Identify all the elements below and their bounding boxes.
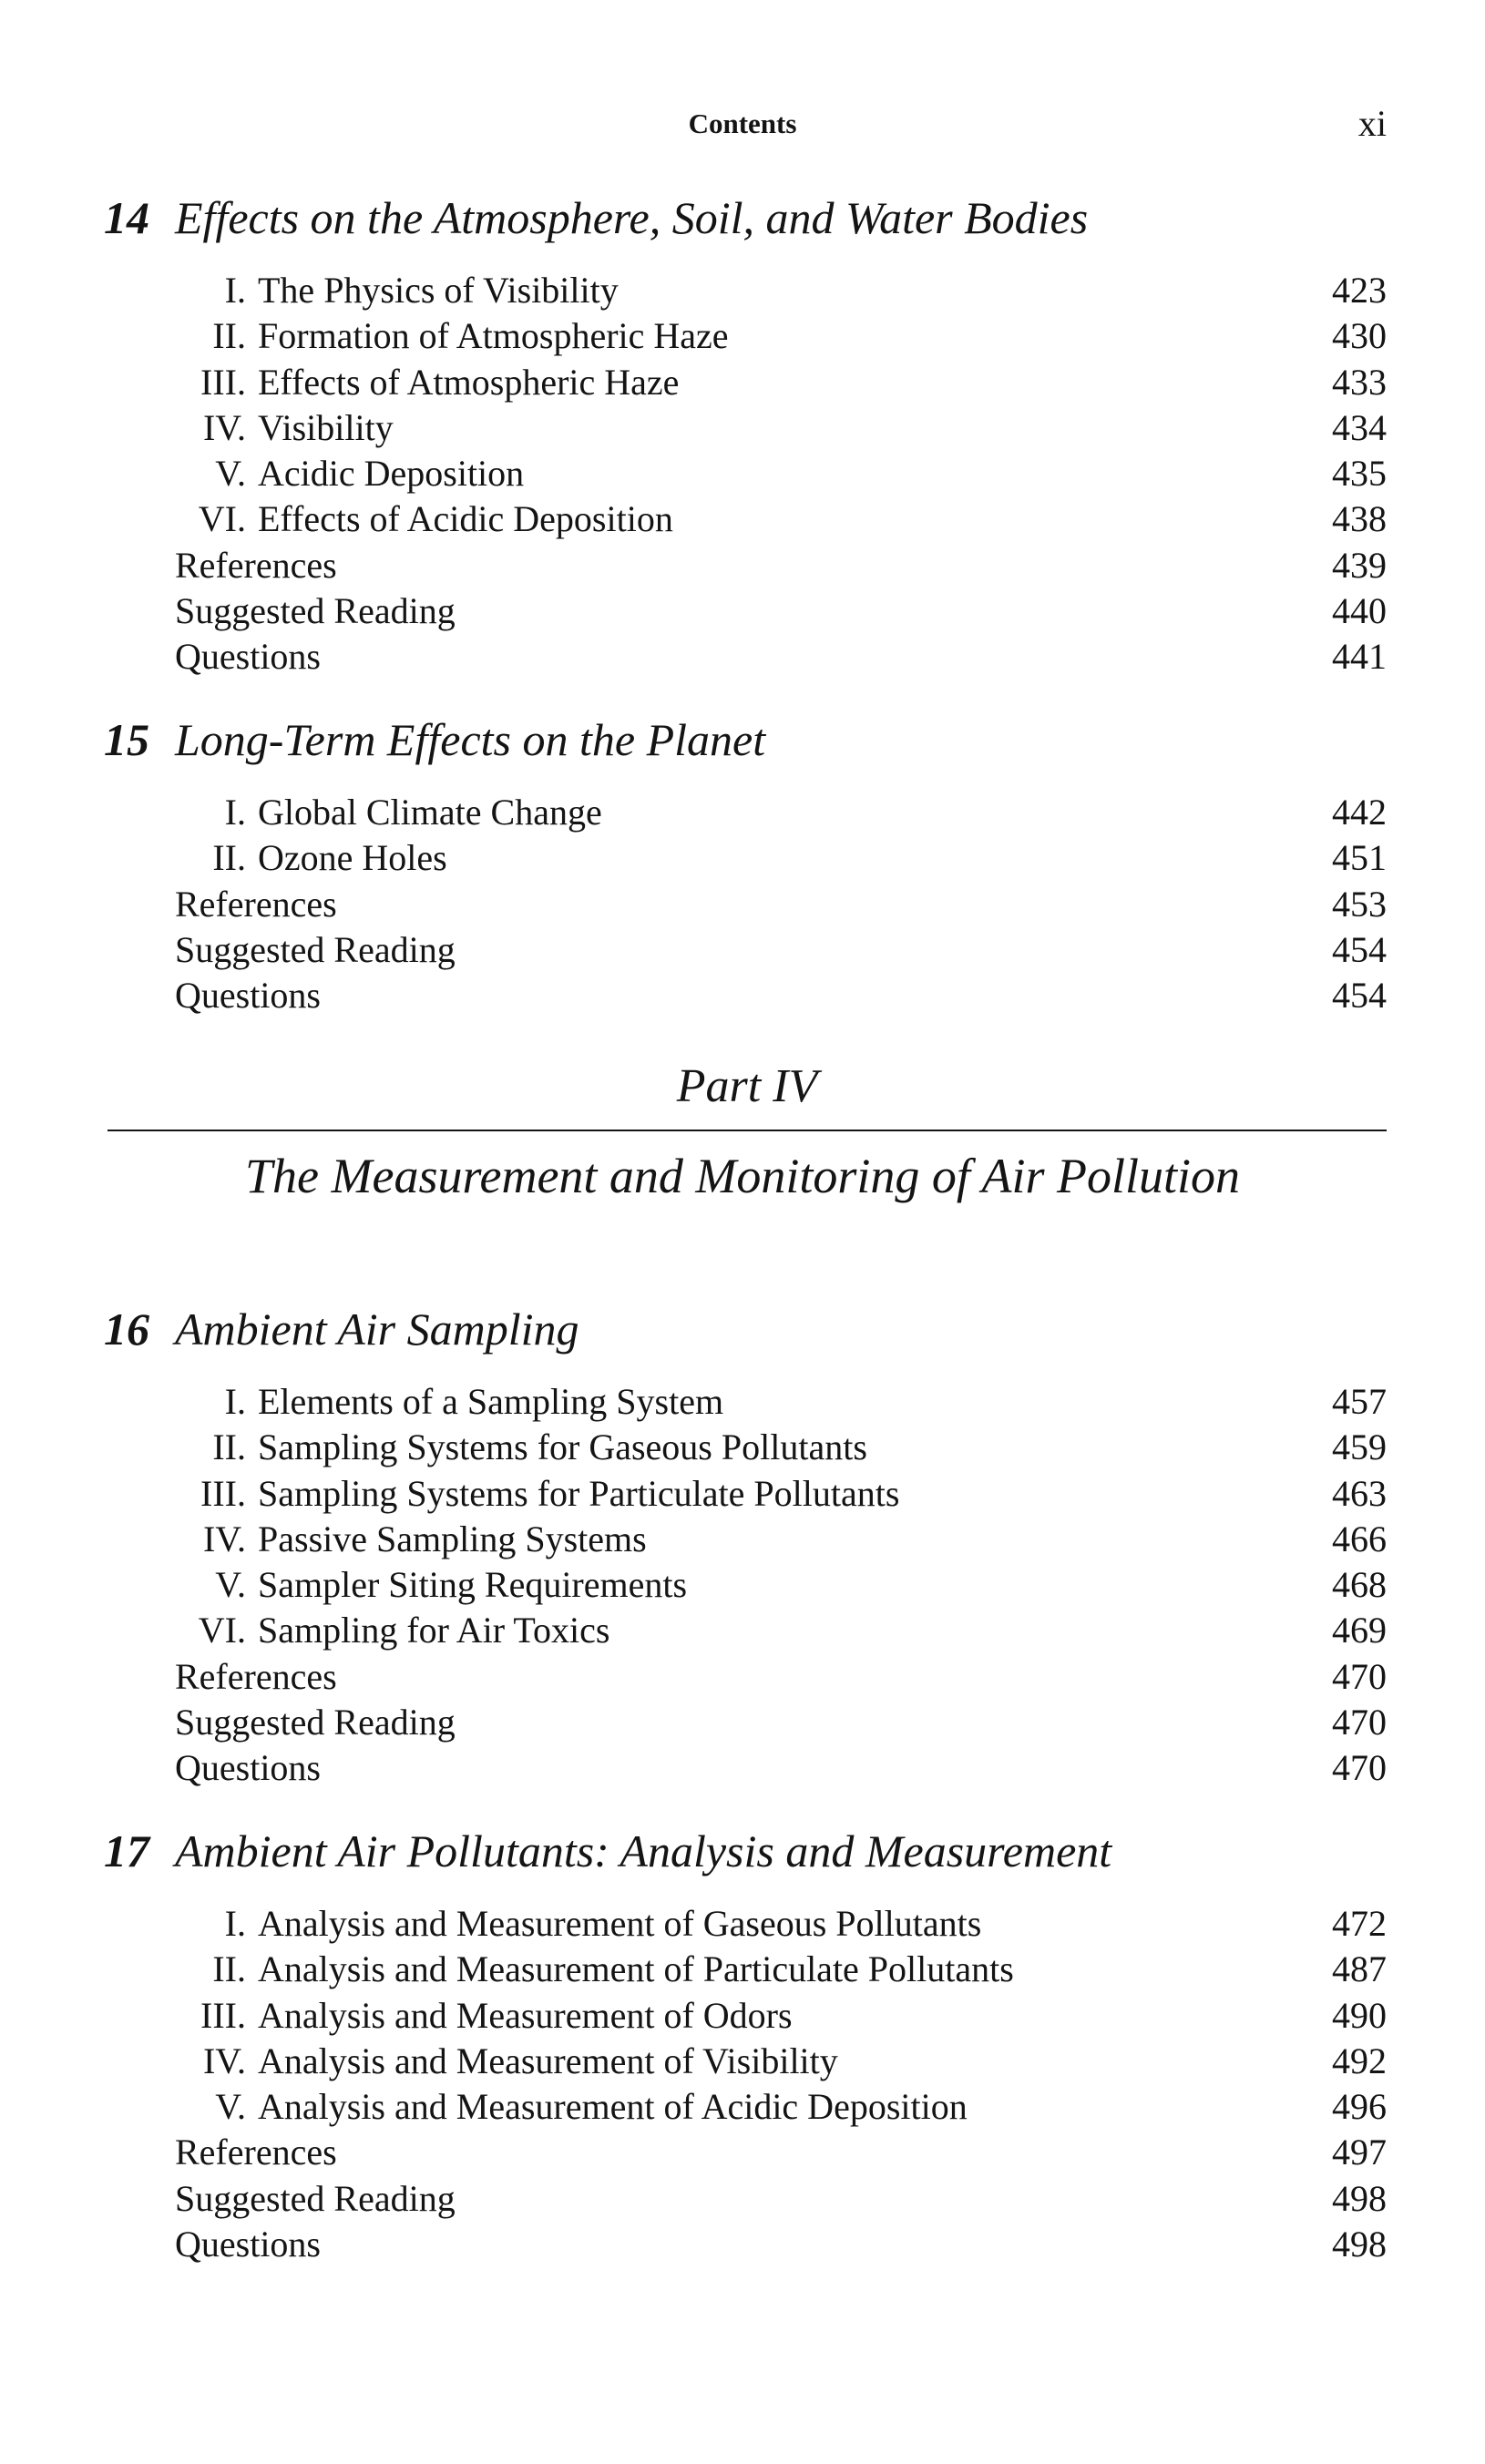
section-numeral: II.: [212, 1426, 246, 1468]
section-numeral: III.: [200, 361, 246, 403]
chapter-17: [0, 1825, 1485, 2267]
entry-label: Passive Sampling Systems: [258, 1518, 647, 1559]
chapter-name[interactable]: Effects on the Atmosphere, Soil, and Water Bodies: [175, 192, 1089, 243]
toc-entry[interactable]: [0, 268, 1485, 313]
part-title: The Measurement and Monitoring of Air Pollution: [245, 1149, 1240, 1203]
chapter-number: 17: [104, 1825, 149, 1876]
page-number: 423: [1332, 270, 1387, 311]
toc-entry[interactable]: [0, 1947, 1485, 1992]
toc-entry-list: [0, 1379, 1485, 1792]
page-number: 435: [1332, 453, 1387, 495]
toc-entry-list: [0, 1901, 1485, 2267]
chapter-title: [0, 1825, 1485, 1883]
entry-label: Analysis and Measurement of Odors: [258, 1994, 793, 2036]
toc-entry[interactable]: [0, 543, 1485, 588]
entry-label: Analysis and Measurement of Visibility: [258, 2040, 838, 2081]
toc-entry[interactable]: [0, 1745, 1485, 1791]
entry-label: Suggested Reading: [175, 928, 456, 970]
entry-label: Suggested Reading: [175, 1702, 456, 1743]
chapter-title: [0, 191, 1485, 250]
entry-label: References: [175, 1655, 337, 1697]
chapter-14: [0, 191, 1485, 680]
toc-entry[interactable]: [0, 451, 1485, 496]
entry-label: Visibility: [258, 406, 394, 448]
section-numeral: IV.: [202, 1518, 246, 1559]
page-number: 451: [1332, 837, 1387, 879]
entry-label: References: [175, 883, 337, 925]
entry-label: Sampling Systems for Gaseous Pollutants: [258, 1426, 867, 1468]
running-title: Contents: [688, 107, 797, 139]
page-number: 439: [1332, 544, 1387, 586]
entry-label: Suggested Reading: [175, 590, 456, 632]
page-number: 490: [1332, 1994, 1387, 2036]
section-numeral: V.: [215, 2086, 246, 2128]
section-numeral: I.: [224, 1381, 246, 1422]
chapter-number: 14: [104, 192, 149, 243]
entry-label: Sampler Siting Requirements: [258, 1564, 688, 1606]
entry-label: Formation of Atmospheric Haze: [258, 315, 729, 357]
section-numeral: VI.: [198, 498, 246, 540]
section-numeral: VI.: [198, 1610, 246, 1651]
entry-label: Analysis and Measurement of Particulate Pollutants: [258, 1948, 1014, 1990]
toc-entry[interactable]: [0, 2222, 1485, 2267]
toc-entry[interactable]: [0, 1700, 1485, 1745]
chapter-name[interactable]: Ambient Air Pollutants: Analysis and Measurement: [175, 1825, 1112, 1876]
entry-label: Sampling Systems for Particulate Pollutants: [258, 1472, 900, 1514]
page-number: 457: [1332, 1381, 1387, 1422]
chapter-number: 15: [104, 714, 149, 765]
entry-label: Acidic Deposition: [258, 453, 525, 495]
section-numeral: V.: [215, 453, 246, 495]
part-heading: [0, 1057, 1485, 1203]
page-number: 497: [1332, 2132, 1387, 2173]
page-number: 498: [1332, 2177, 1387, 2219]
entry-label: Ozone Holes: [258, 837, 447, 879]
section-numeral: II.: [212, 315, 246, 357]
toc-entry[interactable]: [0, 496, 1485, 542]
chapter-15: [0, 713, 1485, 1018]
page-number: 454: [1332, 975, 1387, 1017]
toc-entry-list: [0, 790, 1485, 1018]
toc-entry[interactable]: [0, 1993, 1485, 2039]
toc-entry[interactable]: [0, 634, 1485, 680]
section-numeral: II.: [212, 1948, 246, 1990]
toc-entry[interactable]: [0, 973, 1485, 1018]
toc-entry[interactable]: [0, 1425, 1485, 1470]
page-number: 434: [1332, 406, 1387, 448]
toc-entry[interactable]: [0, 927, 1485, 973]
toc-entry-list: [0, 268, 1485, 680]
toc-entry[interactable]: [0, 313, 1485, 359]
page-number: 433: [1332, 361, 1387, 403]
page-number: 496: [1332, 2086, 1387, 2128]
section-numeral: IV.: [202, 2040, 246, 2081]
entry-label: Effects of Acidic Deposition: [258, 498, 673, 540]
section-numeral: IV.: [202, 406, 246, 448]
chapter-title: [0, 713, 1485, 772]
page-number: 453: [1332, 883, 1387, 925]
toc-entry[interactable]: [0, 790, 1485, 835]
part-rule: [108, 1130, 1387, 1131]
chapter-number: 16: [104, 1304, 149, 1355]
page-header: [0, 102, 1485, 157]
page-number: 472: [1332, 1903, 1387, 1944]
chapter-name[interactable]: Ambient Air Sampling: [175, 1304, 579, 1355]
entry-label: Analysis and Measurement of Acidic Deposition: [258, 2086, 968, 2128]
entry-label: Questions: [175, 636, 321, 678]
toc-entry[interactable]: [0, 360, 1485, 405]
page-number: 466: [1332, 1518, 1387, 1559]
entry-label: Elements of a Sampling System: [258, 1381, 724, 1422]
page-number: 442: [1332, 792, 1387, 833]
toc-entry[interactable]: [0, 1901, 1485, 1947]
toc-entry[interactable]: [0, 1562, 1485, 1608]
chapter-title: [0, 1303, 1485, 1361]
chapter-name[interactable]: Long-Term Effects on the Planet: [175, 714, 766, 765]
section-numeral: II.: [212, 837, 246, 879]
page-number: 470: [1332, 1655, 1387, 1697]
toc-entry[interactable]: [0, 588, 1485, 634]
page-number: 440: [1332, 590, 1387, 632]
page-folio: xi: [1357, 103, 1387, 144]
toc-entry[interactable]: [0, 1517, 1485, 1562]
section-numeral: III.: [200, 1472, 246, 1514]
page-number: 454: [1332, 928, 1387, 970]
toc-entry[interactable]: [0, 2084, 1485, 2130]
page-number: 470: [1332, 1702, 1387, 1743]
section-numeral: V.: [215, 1564, 246, 1606]
entry-label: Questions: [175, 2224, 321, 2265]
toc-entry[interactable]: [0, 2176, 1485, 2222]
page-number: 438: [1332, 498, 1387, 540]
section-numeral: I.: [224, 792, 246, 833]
toc-entry[interactable]: [0, 405, 1485, 451]
chapter-16: [0, 1303, 1485, 1792]
toc-entry[interactable]: [0, 835, 1485, 881]
entry-label: Suggested Reading: [175, 2177, 456, 2219]
toc-entry[interactable]: [0, 2039, 1485, 2084]
part-label: Part IV: [676, 1060, 818, 1112]
toc-entry[interactable]: [0, 882, 1485, 927]
page-number: 492: [1332, 2040, 1387, 2081]
entry-label: Analysis and Measurement of Gaseous Pollutants: [258, 1903, 982, 1944]
entry-label: References: [175, 544, 337, 586]
page-number: 498: [1332, 2224, 1387, 2265]
page-number: 463: [1332, 1472, 1387, 1514]
entry-label: Questions: [175, 975, 321, 1017]
entry-label: Effects of Atmospheric Haze: [258, 361, 680, 403]
toc-entry[interactable]: [0, 2130, 1485, 2175]
section-numeral: III.: [200, 1994, 246, 2036]
toc-entry[interactable]: [0, 1471, 1485, 1517]
entry-label: Sampling for Air Toxics: [258, 1610, 610, 1651]
entry-label: References: [175, 2132, 337, 2173]
entry-label: Questions: [175, 1747, 321, 1789]
page-number: 430: [1332, 315, 1387, 357]
section-numeral: I.: [224, 270, 246, 311]
toc-entry[interactable]: [0, 1654, 1485, 1700]
entry-label: The Physics of Visibility: [258, 270, 619, 311]
page-number: 470: [1332, 1747, 1387, 1789]
toc-entry[interactable]: [0, 1379, 1485, 1425]
section-numeral: I.: [224, 1903, 246, 1944]
page-number: 468: [1332, 1564, 1387, 1606]
page-number: 459: [1332, 1426, 1387, 1468]
toc-entry[interactable]: [0, 1608, 1485, 1653]
page-number: 441: [1332, 636, 1387, 678]
page-number: 487: [1332, 1948, 1387, 1990]
page-number: 469: [1332, 1610, 1387, 1651]
entry-label: Global Climate Change: [258, 792, 602, 833]
